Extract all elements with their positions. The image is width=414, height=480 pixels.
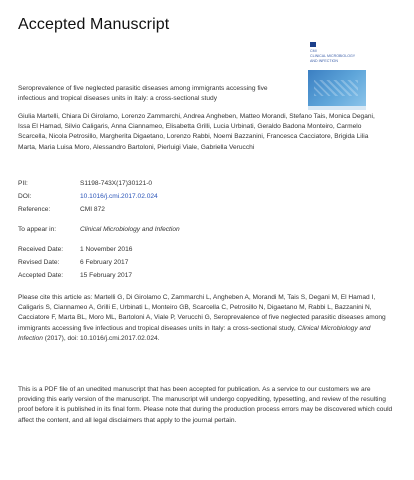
citation-journal: Clinical Microbiology and Infection [18,324,371,342]
meta-label: DOI: [18,193,32,200]
meta-label: To appear in: [18,226,57,233]
cover-strip [308,106,366,110]
meta-label: Revised Date: [18,259,60,266]
citation-paragraph [18,293,394,344]
meta-value: S1198-743X(17)30121-0 [80,180,153,187]
cover-artwork [308,70,366,106]
meta-label: Accepted Date: [18,272,64,279]
meta-value: CMI 872 [80,206,105,213]
citation-lead: Please cite this article as: Martelli G, Di Girolamo C, Zammarchi L, Angheben A, Morandi M, Tais S, Degani M, El Hamad I, Caligaris S, Ciannameo A, Grilli E, Urbinati L, Monteiro GB, Scarcella C, Petrosillo N, Digaetano M, Rabbi L, Bazzanini N, Cacciatore F, Marta BL, Moro ML, Bartoloni A, Viale P, Verucchi G, Seroprevalence of five neglected parasitic diseases among immigrants accessing five infectious and tropical diseases units in Italy: a cross-sectional study, [18,294,386,332]
meta-value: 15 February 2017 [80,272,133,279]
doi-link[interactable]: 10.1016/j.cmi.2017.02.024 [80,193,158,200]
meta-value: 6 February 2017 [80,259,129,266]
journal-cover-image [308,40,366,114]
meta-label: PII: [18,180,28,187]
cover-line: CLINICAL MICROBIOLOGY [310,54,356,58]
meta-label: Received Date: [18,246,64,253]
meta-label: Reference: [18,206,51,213]
article-title: Seroprevalence of five neglected parasitic diseases among immigrants accessing five infectious and tropical diseases units in Italy: a cross-sectional study [18,85,268,102]
journal-name: Clinical Microbiology and Infection [80,226,180,233]
disclaimer-paragraph: This is a PDF file of an unedited manuscript that has been accepted for publication. As a service to our customers we are providing this early version of the manuscript. The manuscript will undergo copyediting, typesetting, and review of the resulting proof before it is published in its final form. Please note that during the production process errors may be discovered which could affect the content, and all legal disclaimers that apply to the journal pertain. [18,386,393,424]
page-title: Accepted Manuscript [18,16,170,33]
meta-value: 1 November 2016 [80,246,133,253]
author-list: Giulia Martelli, Chiara Di Girolamo, Lorenzo Zammarchi, Andrea Angheben, Matteo Morandi, Stefano Tais, Monica Degani, Issa El Hamad, Silvio Caligaris, Anna Ciannameo, Elisabetta Grilli, Lucia Urbinati, Geraldo Badona Monteiro, Carmelo Scarcella, Nicola Petrosillo, Margherita Digaetano, Lorenzo Rabbi, Noemi Bazzanini, Francesca Cacciatore, Brigida Lilia Marta, Maria Luisa Moro, Alessandro Bartoloni, Pierluigi Viale, Gabriella Verucchi [18,113,375,151]
cover-line: AND INFECTION [310,59,338,63]
publisher-logo-icon [310,42,316,47]
citation-tail: (2017), doi: 10.1016/j.cmi.2017.02.024. [44,334,160,342]
cover-line: CMI [310,49,317,53]
